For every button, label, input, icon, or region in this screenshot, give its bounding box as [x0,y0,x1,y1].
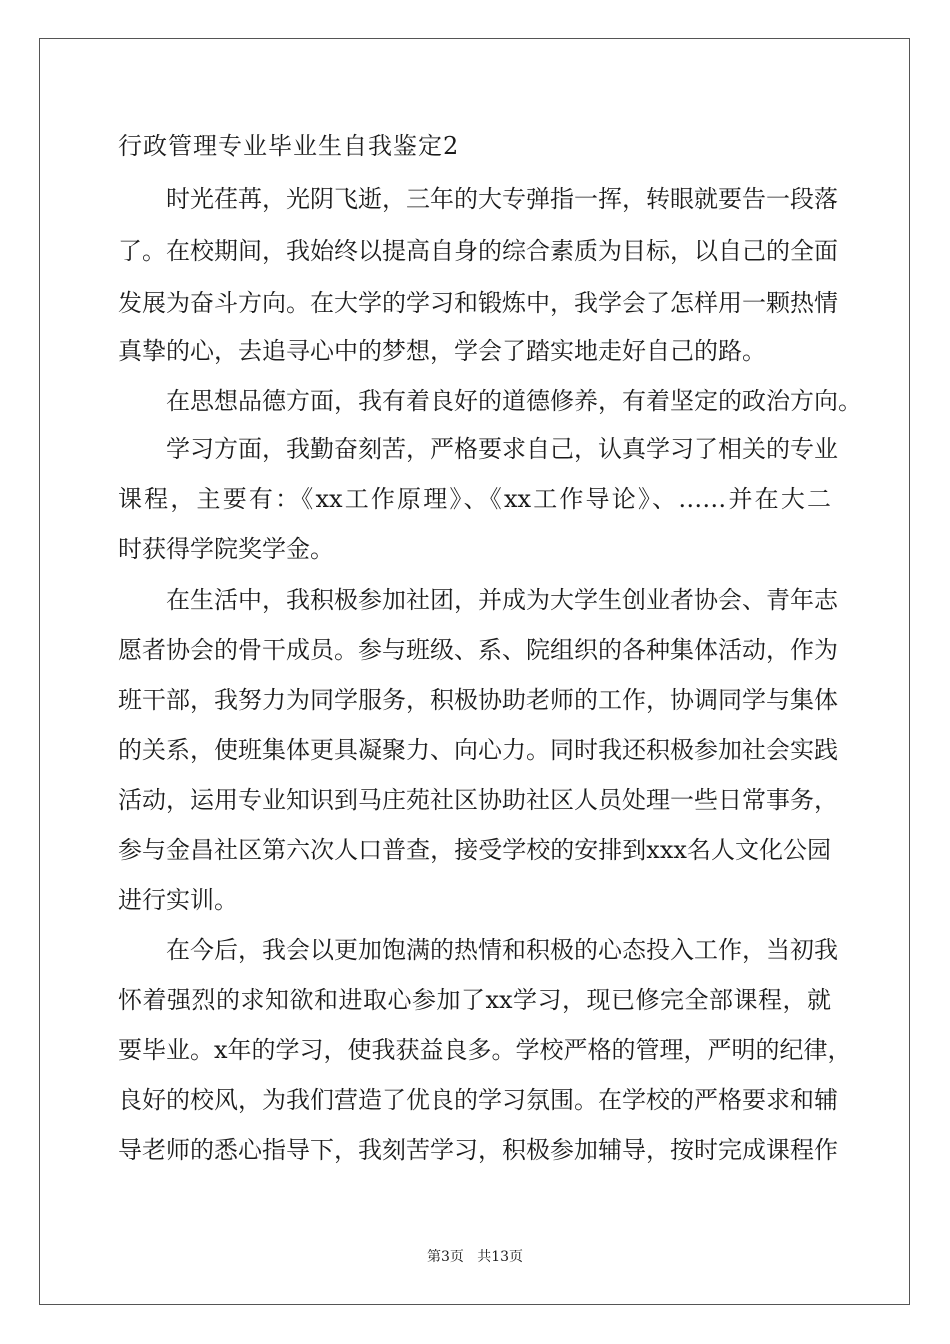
paragraph-line: 时光荏苒，光阴飞逝，三年的大专弹指一挥，转眼就要告一段落 [166,185,838,213]
paragraph-line: 学习方面，我勤奋刻苦，严格要求自己，认真学习了相关的专业 [166,435,838,463]
paragraph-line: 真挚的心，去追寻心中的梦想，学会了踏实地走好自己的路。 [118,337,766,365]
paragraph-line: 参与金昌社区第六次人口普查，接受学校的安排到xxx名人文化公园 [118,836,831,864]
paragraph-line: 愿者协会的骨干成员。参与班级、系、院组织的各种集体活动，作为 [118,636,838,664]
paragraph-line: 时获得学院奖学金。 [118,535,334,563]
paragraph-line: 了。在校期间，我始终以提高自身的综合素质为目标，以自己的全面 [118,237,838,265]
paragraph-line: 班干部，我努力为同学服务，积极协助老师的工作，协调同学与集体 [118,686,838,714]
paragraph-line: 导老师的悉心指导下，我刻苦学习，积极参加辅导，按时完成课程作 [118,1136,838,1164]
paragraph-line: 要毕业。x年的学习，使我获益良多。学校严格的管理，严明的纪律， [118,1036,852,1064]
page-number-footer: 第3页 共13页 [426,1249,524,1265]
paragraph-line: 怀着强烈的求知欲和进取心参加了xx学习，现已修完全部课程，就 [118,986,831,1014]
paragraph-line: 在生活中，我积极参加社团，并成为大学生创业者协会、青年志 [166,586,838,614]
paragraph-line: 发展为奋斗方向。在大学的学习和锻炼中，我学会了怎样用一颗热情 [118,289,838,317]
document-title: 行政管理专业毕业生自我鉴定2 [118,132,460,160]
paragraph-line: 良好的校风，为我们营造了优良的学习氛围。在学校的严格要求和辅 [118,1086,838,1114]
paragraph-line: 在今后，我会以更加饱满的热情和积极的心态投入工作，当初我 [166,936,838,964]
paragraph-line: 课程，主要有：《xx工作原理》、《xx工作导论》、……并在大二 [118,485,831,513]
paragraph-line: 进行实训。 [118,886,238,914]
paragraph-line: 活动，运用专业知识到马庄苑社区协助社区人员处理一些日常事务， [118,786,838,814]
paragraph-line: 在思想品德方面，我有着良好的道德修养，有着坚定的政治方向。 [166,387,862,415]
paragraph-line: 的关系，使班集体更具凝聚力、向心力。同时我还积极参加社会实践 [118,736,838,764]
